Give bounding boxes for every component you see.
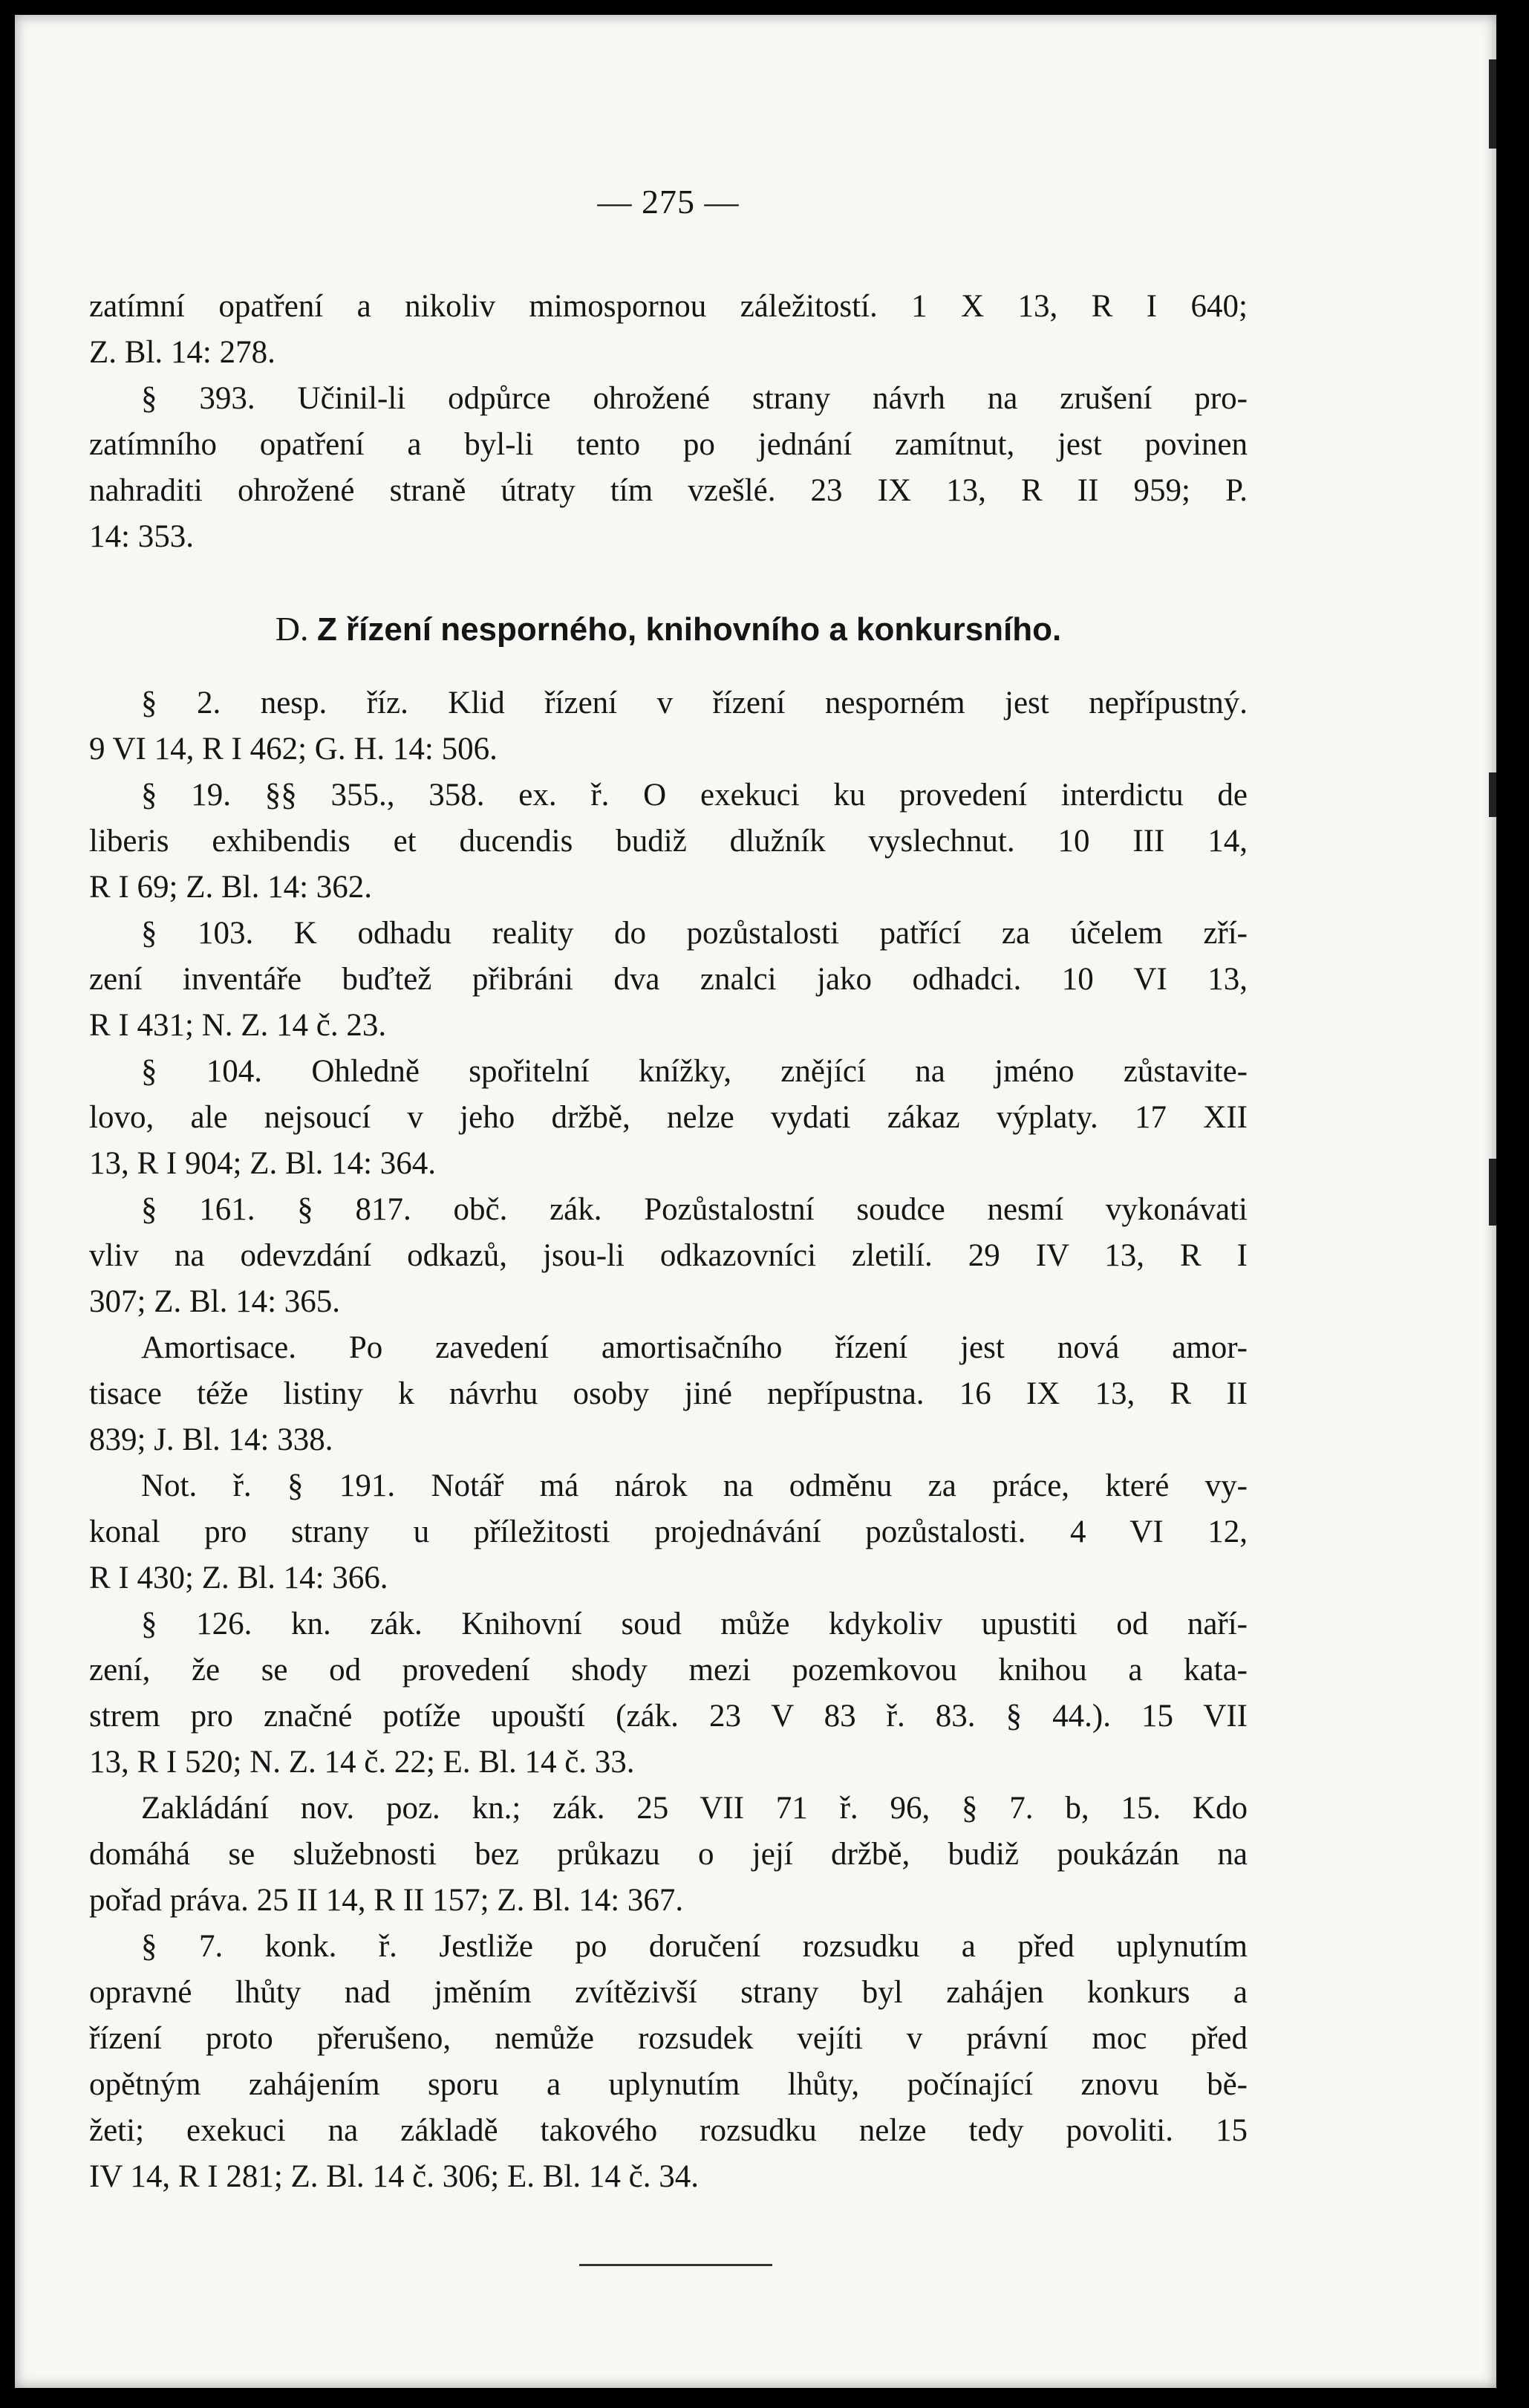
scan-edge-mark (1489, 772, 1496, 817)
document-page (15, 15, 1496, 2388)
scan-edge-mark (1489, 59, 1496, 149)
text-line: tisace téže listiny k návrhu osoby jiné nepřípustna. 16 IX 13, R II (89, 1376, 1248, 1411)
text-line: R I 431; N. Z. 14 č. 23. (89, 1008, 387, 1043)
text-line: § 161. § 817. obč. zák. Pozůstalostní soudce nesmí vykonávati (141, 1192, 1248, 1227)
text-line: 13, R I 520; N. Z. 14 č. 22; E. Bl. 14 č. 33. (89, 1745, 635, 1780)
text-line: 14: 353. (89, 519, 194, 554)
text-line: domáhá se služebnosti bez průkazu o její držbě, budiž poukázán na (89, 1837, 1248, 1872)
text-line: opětným zahájením sporu a uplynutím lhůty, počínající znovu bě- (89, 2067, 1248, 2102)
end-rule (579, 2264, 772, 2266)
text-line: vliv na odevzdání odkazů, jsou-li odkazovníci zletilí. 29 IV 13, R I (89, 1238, 1248, 1273)
text-line: zatímního opatření a byl-li tento po jednání zamítnut, jest povinen (89, 427, 1248, 462)
text-line: 307; Z. Bl. 14: 365. (89, 1284, 341, 1319)
paragraph-393 (89, 376, 1248, 560)
section-heading (89, 609, 1248, 648)
text-line: § 19. §§ 355., 358. ex. ř. O exekuci ku provedení interdictu de (141, 778, 1248, 813)
text-line: § 7. konk. ř. Jestliže po doručení rozsudku a před uplynutím (141, 1929, 1248, 1964)
text-line: § 126. kn. zák. Knihovní soud může kdykoliv upustiti od naří- (141, 1607, 1248, 1641)
text-line: § 104. Ohledně spořitelní knížky, znějící na jméno zůstavite- (141, 1054, 1248, 1089)
text-line: R I 430; Z. Bl. 14: 366. (89, 1561, 388, 1595)
text-line: 13, R I 904; Z. Bl. 14: 364. (89, 1146, 437, 1181)
text-line: liberis exhibendis et ducendis budiž dlužník vyslechnut. 10 III 14, (89, 824, 1248, 859)
text-line: zatímní opatření a nikoliv mimospornou záležitostí. 1 X 13, R I 640; (89, 289, 1248, 324)
text-line: nahraditi ohrožené straně útraty tím vzešlé. 23 IX 13, R II 959; P. (89, 473, 1248, 508)
text-line: 839; J. Bl. 14: 338. (89, 1422, 333, 1457)
text-line: 9 VI 14, R I 462; G. H. 14: 506. (89, 732, 498, 767)
entry-not-191 (89, 1463, 1248, 1601)
text-line: strem pro značné potíže upouští (zák. 23 V 83 ř. 83. § 44.). 15 VII (89, 1699, 1248, 1734)
text-line: Zakládání nov. poz. kn.; zák. 25 VII 71 ř. 96, § 7. b, 15. Kdo (141, 1791, 1248, 1826)
entry-amortisace (89, 1325, 1248, 1463)
entry-104 (89, 1049, 1248, 1187)
text-line: Amortisace. Po zavedení amortisačního řízení jest nová amor- (141, 1330, 1248, 1365)
entry-zakladani (89, 1786, 1248, 1924)
text-line: pořad práva. 25 II 14, R II 157; Z. Bl. 14: 367. (89, 1883, 684, 1918)
entry-19 (89, 772, 1248, 911)
text-line: R I 69; Z. Bl. 14: 362. (89, 870, 373, 905)
entry-126-kn (89, 1601, 1248, 1786)
text-line: žeti; exekuci na základě takového rozsudku nelze tedy povoliti. 15 (89, 2113, 1248, 2148)
section-heading-label: D. (275, 610, 309, 648)
text-line: řízení proto přerušeno, nemůže rozsudek vejíti v právní moc před (89, 2021, 1248, 2056)
scan-edge-mark (1489, 1159, 1496, 1226)
text-line: IV 14, R I 281; Z. Bl. 14 č. 306; E. Bl. 14 č. 34. (89, 2159, 699, 2194)
page-number: — 275 — (597, 183, 740, 221)
text-line: zení, že se od provedení shody mezi pozemkovou knihou a kata- (89, 1653, 1248, 1688)
text-line: Z. Bl. 14: 278. (89, 335, 276, 370)
entry-7-konk (89, 1924, 1248, 2200)
text-line: opravné lhůty nad jměním zvítězivší strany byl zahájen konkurs a (89, 1975, 1248, 2010)
section-heading-title: Z řízení nesporného, knihovního a konkursního. (316, 611, 1062, 648)
entry-161 (89, 1187, 1248, 1325)
paragraph-continuation (89, 284, 1248, 376)
text-line: zení inventáře buďtež přibráni dva znalci jako odhadci. 10 VI 13, (89, 962, 1248, 997)
text-line: lovo, ale nejsoucí v jeho držbě, nelze vydati zákaz výplaty. 17 XII (89, 1100, 1248, 1135)
text-line: konal pro strany u příležitosti projednávání pozůstalosti. 4 VI 12, (89, 1514, 1248, 1549)
text-line: § 393. Učinil-li odpůrce ohrožené strany návrh na zrušení pro- (141, 381, 1248, 416)
text-line: § 2. nesp. říz. Klid řízení v řízení nesporném jest nepřípustný. (141, 686, 1248, 720)
text-line: Not. ř. § 191. Notář má nárok na odměnu za práce, které vy- (141, 1468, 1248, 1503)
entry-103 (89, 911, 1248, 1049)
entry-2-nesp (89, 680, 1248, 772)
text-line: § 103. K odhadu reality do pozůstalosti patřící za účelem zří- (141, 916, 1248, 951)
